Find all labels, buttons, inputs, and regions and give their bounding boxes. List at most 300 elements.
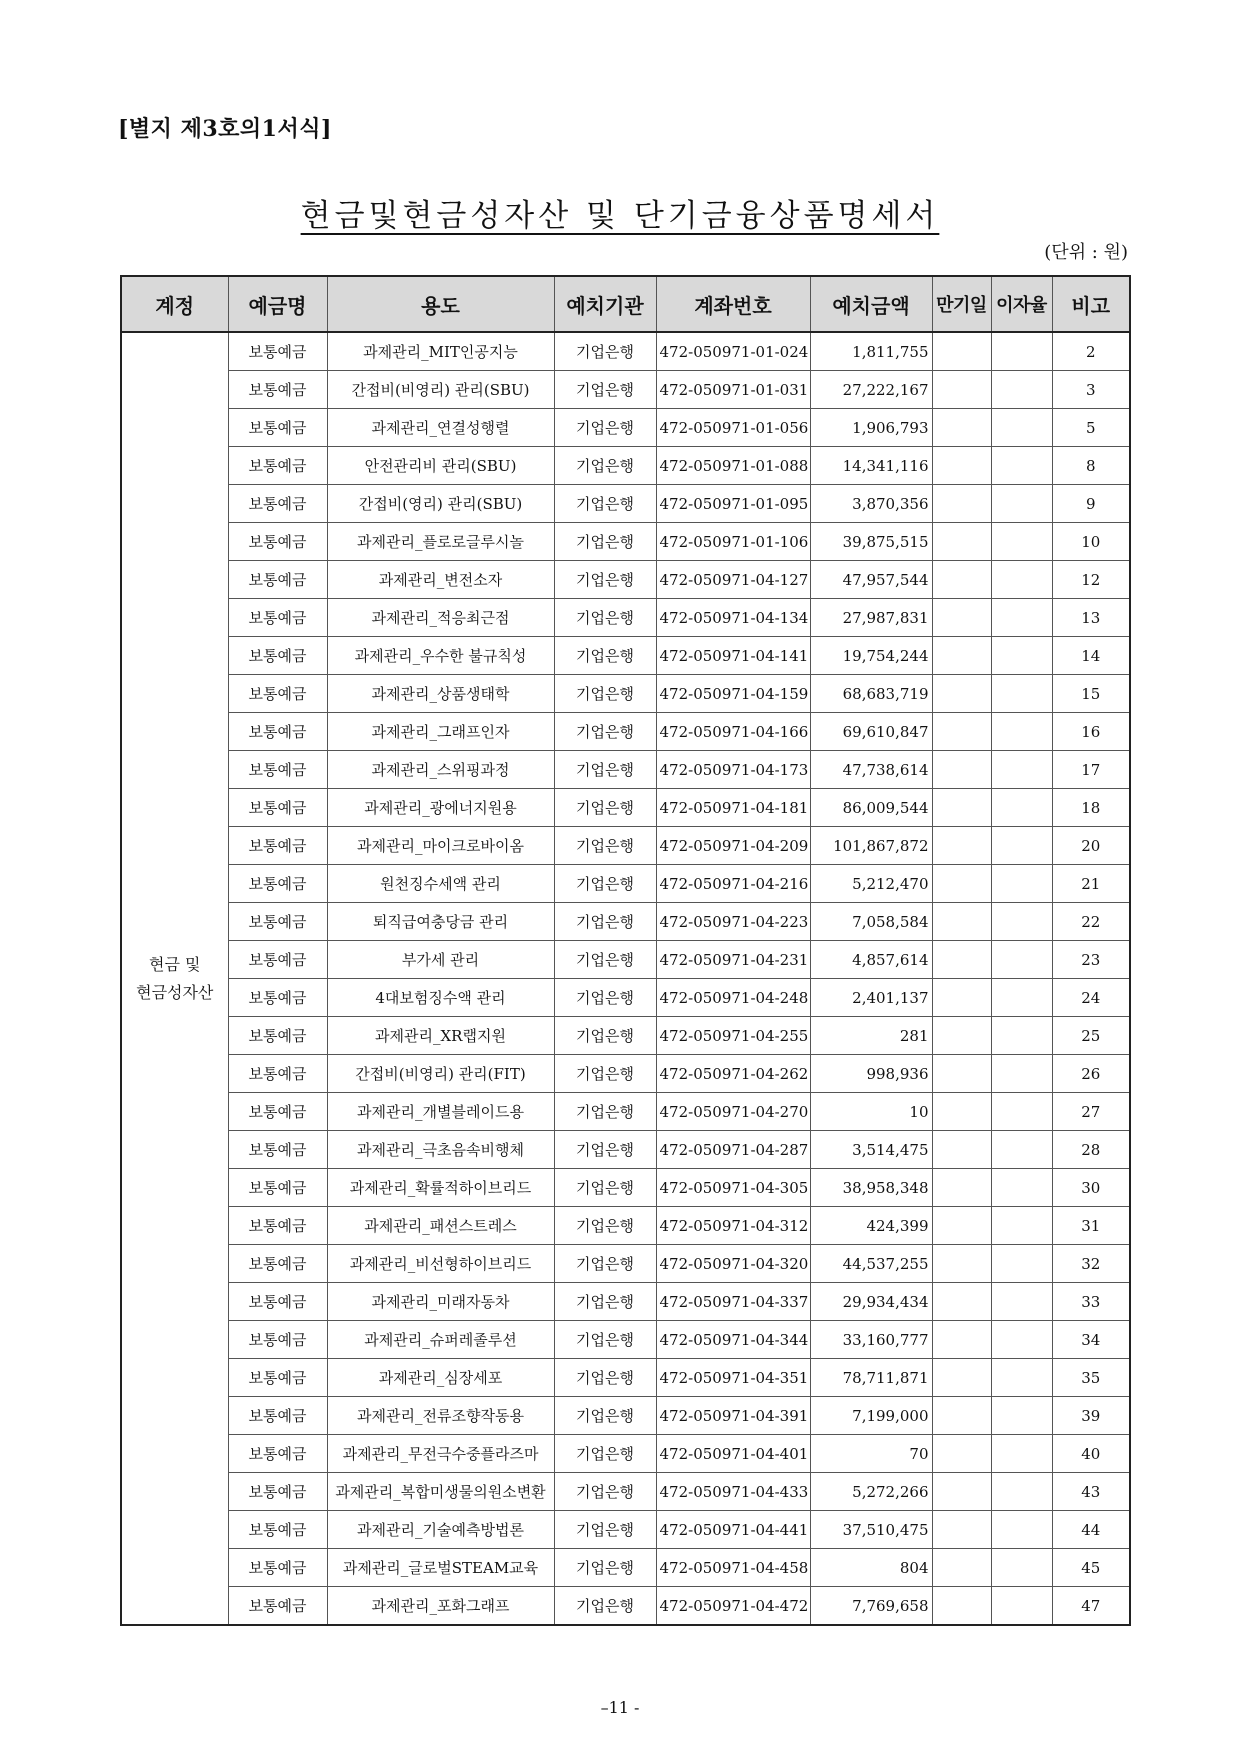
amount-cell: 1,906,793	[810, 409, 932, 447]
purpose-cell: 과제관리_상품생태학	[327, 675, 554, 713]
amount-cell: 33,160,777	[810, 1321, 932, 1359]
deposit-ledger-table	[120, 275, 1131, 1626]
purpose-cell: 과제관리_우수한 불규칙성	[327, 637, 554, 675]
bank-cell: 기업은행	[554, 409, 656, 447]
maturity-cell	[932, 1473, 991, 1511]
note-cell: 13	[1052, 599, 1130, 637]
amount-cell: 10	[810, 1093, 932, 1131]
purpose-cell: 과제관리_변전소자	[327, 561, 554, 599]
bank-cell: 기업은행	[554, 1131, 656, 1169]
deposit-name-cell: 보통예금	[228, 1435, 327, 1473]
amount-cell: 38,958,348	[810, 1169, 932, 1207]
table-row	[121, 941, 1130, 979]
maturity-cell	[932, 903, 991, 941]
note-cell: 14	[1052, 637, 1130, 675]
account-number-cell: 472-050971-01-095	[656, 485, 810, 523]
interest-rate-cell	[991, 332, 1052, 371]
header-purpose: 용도	[327, 276, 554, 332]
document-title-text: 현금및현금성자산 및 단기금융상품명세서	[300, 198, 940, 234]
interest-rate-cell	[991, 1321, 1052, 1359]
purpose-cell: 간접비(영리) 관리(SBU)	[327, 485, 554, 523]
note-cell: 26	[1052, 1055, 1130, 1093]
interest-rate-cell	[991, 675, 1052, 713]
maturity-cell	[932, 1549, 991, 1587]
purpose-cell: 과제관리_글로벌STEAM교육	[327, 1549, 554, 1587]
purpose-cell: 간접비(비영리) 관리(FIT)	[327, 1055, 554, 1093]
table-row	[121, 1511, 1130, 1549]
purpose-cell: 과제관리_전류조향작동용	[327, 1397, 554, 1435]
deposit-name-cell: 보통예금	[228, 903, 327, 941]
table-row	[121, 1283, 1130, 1321]
account-number-cell: 472-050971-01-088	[656, 447, 810, 485]
interest-rate-cell	[991, 447, 1052, 485]
note-cell: 23	[1052, 941, 1130, 979]
amount-cell: 3,870,356	[810, 485, 932, 523]
interest-rate-cell	[991, 1283, 1052, 1321]
table-row	[121, 523, 1130, 561]
deposit-name-cell: 보통예금	[228, 1017, 327, 1055]
bank-cell: 기업은행	[554, 827, 656, 865]
purpose-cell: 과제관리_스위핑과정	[327, 751, 554, 789]
amount-cell: 68,683,719	[810, 675, 932, 713]
header-account: 계정	[121, 276, 228, 332]
deposit-name-cell: 보통예금	[228, 979, 327, 1017]
table-row	[121, 1473, 1130, 1511]
bank-cell: 기업은행	[554, 675, 656, 713]
maturity-cell	[932, 1245, 991, 1283]
note-cell: 21	[1052, 865, 1130, 903]
bank-cell: 기업은행	[554, 865, 656, 903]
deposit-name-cell: 보통예금	[228, 751, 327, 789]
deposit-name-cell: 보통예금	[228, 523, 327, 561]
table-row	[121, 1397, 1130, 1435]
bank-cell: 기업은행	[554, 1397, 656, 1435]
table-row	[121, 599, 1130, 637]
bank-cell: 기업은행	[554, 1511, 656, 1549]
note-cell: 15	[1052, 675, 1130, 713]
interest-rate-cell	[991, 1207, 1052, 1245]
maturity-cell	[932, 1321, 991, 1359]
purpose-cell: 과제관리_적응최근점	[327, 599, 554, 637]
purpose-cell: 과제관리_극초음속비행체	[327, 1131, 554, 1169]
bank-cell: 기업은행	[554, 1435, 656, 1473]
bank-cell: 기업은행	[554, 332, 656, 371]
note-cell: 5	[1052, 409, 1130, 447]
header-account-number: 계좌번호	[656, 276, 810, 332]
interest-rate-cell	[991, 1435, 1052, 1473]
deposit-name-cell: 보통예금	[228, 1587, 327, 1626]
maturity-cell	[932, 1435, 991, 1473]
note-cell: 8	[1052, 447, 1130, 485]
note-cell: 33	[1052, 1283, 1130, 1321]
header-maturity: 만기일	[932, 276, 991, 332]
interest-rate-cell	[991, 713, 1052, 751]
page-number: –11 -	[600, 1698, 640, 1717]
account-number-cell: 472-050971-04-181	[656, 789, 810, 827]
account-number-cell: 472-050971-04-320	[656, 1245, 810, 1283]
note-cell: 39	[1052, 1397, 1130, 1435]
amount-cell: 5,212,470	[810, 865, 932, 903]
maturity-cell	[932, 1017, 991, 1055]
table-row	[121, 751, 1130, 789]
maturity-cell	[932, 447, 991, 485]
account-number-cell: 472-050971-04-134	[656, 599, 810, 637]
interest-rate-cell	[991, 599, 1052, 637]
deposit-name-cell: 보통예금	[228, 371, 327, 409]
bank-cell: 기업은행	[554, 979, 656, 1017]
table-row	[121, 1587, 1130, 1626]
account-number-cell: 472-050971-04-458	[656, 1549, 810, 1587]
bank-cell: 기업은행	[554, 1245, 656, 1283]
account-number-cell: 472-050971-04-391	[656, 1397, 810, 1435]
deposit-name-cell: 보통예금	[228, 1549, 327, 1587]
account-number-cell: 472-050971-04-337	[656, 1283, 810, 1321]
table-row	[121, 561, 1130, 599]
maturity-cell	[932, 332, 991, 371]
note-cell: 27	[1052, 1093, 1130, 1131]
maturity-cell	[932, 1207, 991, 1245]
purpose-cell: 과제관리_비선형하이브리드	[327, 1245, 554, 1283]
amount-cell: 5,272,266	[810, 1473, 932, 1511]
purpose-cell: 과제관리_MIT인공지능	[327, 332, 554, 371]
amount-cell: 47,957,544	[810, 561, 932, 599]
interest-rate-cell	[991, 903, 1052, 941]
interest-rate-cell	[991, 941, 1052, 979]
interest-rate-cell	[991, 485, 1052, 523]
deposit-name-cell: 보통예금	[228, 789, 327, 827]
deposit-name-cell: 보통예금	[228, 599, 327, 637]
purpose-cell: 원천징수세액 관리	[327, 865, 554, 903]
maturity-cell	[932, 979, 991, 1017]
account-category-line1: 현금 및	[149, 954, 201, 974]
note-cell: 30	[1052, 1169, 1130, 1207]
purpose-cell: 과제관리_슈퍼레졸루션	[327, 1321, 554, 1359]
account-number-cell: 472-050971-04-216	[656, 865, 810, 903]
bank-cell: 기업은행	[554, 1321, 656, 1359]
maturity-cell	[932, 371, 991, 409]
table-row	[121, 447, 1130, 485]
account-number-cell: 472-050971-04-127	[656, 561, 810, 599]
account-number-cell: 472-050971-04-173	[656, 751, 810, 789]
interest-rate-cell	[991, 1511, 1052, 1549]
maturity-cell	[932, 675, 991, 713]
amount-cell: 78,711,871	[810, 1359, 932, 1397]
amount-cell: 7,199,000	[810, 1397, 932, 1435]
amount-cell: 19,754,244	[810, 637, 932, 675]
amount-cell: 3,514,475	[810, 1131, 932, 1169]
maturity-cell	[932, 1055, 991, 1093]
interest-rate-cell	[991, 979, 1052, 1017]
account-number-cell: 472-050971-04-209	[656, 827, 810, 865]
bank-cell: 기업은행	[554, 1169, 656, 1207]
account-number-cell: 472-050971-04-441	[656, 1511, 810, 1549]
amount-cell: 14,341,116	[810, 447, 932, 485]
maturity-cell	[932, 827, 991, 865]
bank-cell: 기업은행	[554, 1283, 656, 1321]
amount-cell: 44,537,255	[810, 1245, 932, 1283]
purpose-cell: 과제관리_연결성행렬	[327, 409, 554, 447]
interest-rate-cell	[991, 1017, 1052, 1055]
bank-cell: 기업은행	[554, 599, 656, 637]
interest-rate-cell	[991, 751, 1052, 789]
table-row	[121, 485, 1130, 523]
purpose-cell: 과제관리_XR랩지원	[327, 1017, 554, 1055]
bank-cell: 기업은행	[554, 789, 656, 827]
maturity-cell	[932, 865, 991, 903]
note-cell: 24	[1052, 979, 1130, 1017]
amount-cell: 39,875,515	[810, 523, 932, 561]
maturity-cell	[932, 941, 991, 979]
amount-cell: 69,610,847	[810, 713, 932, 751]
deposit-name-cell: 보통예금	[228, 409, 327, 447]
account-number-cell: 472-050971-04-344	[656, 1321, 810, 1359]
interest-rate-cell	[991, 371, 1052, 409]
note-cell: 40	[1052, 1435, 1130, 1473]
table-row	[121, 789, 1130, 827]
header-bank: 예치기관	[554, 276, 656, 332]
account-number-cell: 472-050971-04-472	[656, 1587, 810, 1626]
amount-cell: 424,399	[810, 1207, 932, 1245]
table-row	[121, 865, 1130, 903]
table-row	[121, 1321, 1130, 1359]
maturity-cell	[932, 523, 991, 561]
account-number-cell: 472-050971-04-255	[656, 1017, 810, 1055]
maturity-cell	[932, 1093, 991, 1131]
interest-rate-cell	[991, 523, 1052, 561]
table-row	[121, 1435, 1130, 1473]
deposit-name-cell: 보통예금	[228, 827, 327, 865]
note-cell: 9	[1052, 485, 1130, 523]
amount-cell: 998,936	[810, 1055, 932, 1093]
interest-rate-cell	[991, 865, 1052, 903]
table-row	[121, 1017, 1130, 1055]
note-cell: 22	[1052, 903, 1130, 941]
maturity-cell	[932, 789, 991, 827]
bank-cell: 기업은행	[554, 1055, 656, 1093]
header-amount: 예치금액	[810, 276, 932, 332]
purpose-cell: 4대보험징수액 관리	[327, 979, 554, 1017]
table-row	[121, 979, 1130, 1017]
bank-cell: 기업은행	[554, 1093, 656, 1131]
note-cell: 25	[1052, 1017, 1130, 1055]
note-cell: 43	[1052, 1473, 1130, 1511]
account-number-cell: 472-050971-04-287	[656, 1131, 810, 1169]
deposit-name-cell: 보통예금	[228, 1359, 327, 1397]
maturity-cell	[932, 1283, 991, 1321]
deposit-name-cell: 보통예금	[228, 1207, 327, 1245]
table-row	[121, 637, 1130, 675]
maturity-cell	[932, 1169, 991, 1207]
amount-cell: 29,934,434	[810, 1283, 932, 1321]
maturity-cell	[932, 1359, 991, 1397]
interest-rate-cell	[991, 1169, 1052, 1207]
note-cell: 28	[1052, 1131, 1130, 1169]
interest-rate-cell	[991, 1587, 1052, 1626]
amount-cell: 47,738,614	[810, 751, 932, 789]
deposit-name-cell: 보통예금	[228, 1511, 327, 1549]
table-row	[121, 1245, 1130, 1283]
account-number-cell: 472-050971-04-159	[656, 675, 810, 713]
bank-cell: 기업은행	[554, 371, 656, 409]
account-number-cell: 472-050971-04-223	[656, 903, 810, 941]
account-number-cell: 472-050971-04-305	[656, 1169, 810, 1207]
table-row	[121, 1131, 1130, 1169]
deposit-name-cell: 보통예금	[228, 865, 327, 903]
account-number-cell: 472-050971-01-024	[656, 332, 810, 371]
purpose-cell: 과제관리_기술예측방법론	[327, 1511, 554, 1549]
amount-cell: 101,867,872	[810, 827, 932, 865]
interest-rate-cell	[991, 1093, 1052, 1131]
table-row	[121, 713, 1130, 751]
purpose-cell: 과제관리_심장세포	[327, 1359, 554, 1397]
bank-cell: 기업은행	[554, 523, 656, 561]
table-row	[121, 675, 1130, 713]
deposit-name-cell: 보통예금	[228, 447, 327, 485]
account-number-cell: 472-050971-04-401	[656, 1435, 810, 1473]
table-row	[121, 1359, 1130, 1397]
deposit-name-cell: 보통예금	[228, 713, 327, 751]
bank-cell: 기업은행	[554, 941, 656, 979]
table-row	[121, 1093, 1130, 1131]
purpose-cell: 과제관리_미래자동차	[327, 1283, 554, 1321]
deposit-name-cell: 보통예금	[228, 1169, 327, 1207]
document-title	[0, 190, 1240, 235]
note-cell: 2	[1052, 332, 1130, 371]
table-row	[121, 1549, 1130, 1587]
deposit-name-cell: 보통예금	[228, 485, 327, 523]
interest-rate-cell	[991, 1549, 1052, 1587]
amount-cell: 27,222,167	[810, 371, 932, 409]
deposit-name-cell: 보통예금	[228, 1283, 327, 1321]
interest-rate-cell	[991, 789, 1052, 827]
purpose-cell: 과제관리_그래프인자	[327, 713, 554, 751]
deposit-name-cell: 보통예금	[228, 675, 327, 713]
interest-rate-cell	[991, 409, 1052, 447]
note-cell: 32	[1052, 1245, 1130, 1283]
purpose-cell: 퇴직급여충당금 관리	[327, 903, 554, 941]
interest-rate-cell	[991, 1397, 1052, 1435]
maturity-cell	[932, 561, 991, 599]
form-label: [별지 제3호의1서식]	[118, 116, 332, 142]
note-cell: 18	[1052, 789, 1130, 827]
interest-rate-cell	[991, 1055, 1052, 1093]
table-row	[121, 1207, 1130, 1245]
header-interest-rate: 이자율	[991, 276, 1052, 332]
amount-cell: 7,058,584	[810, 903, 932, 941]
interest-rate-cell	[991, 1245, 1052, 1283]
note-cell: 16	[1052, 713, 1130, 751]
bank-cell: 기업은행	[554, 1017, 656, 1055]
bank-cell: 기업은행	[554, 1359, 656, 1397]
purpose-cell: 과제관리_플로로글루시놀	[327, 523, 554, 561]
maturity-cell	[932, 485, 991, 523]
deposit-name-cell: 보통예금	[228, 1055, 327, 1093]
purpose-cell: 과제관리_개별블레이드용	[327, 1093, 554, 1131]
maturity-cell	[932, 1511, 991, 1549]
purpose-cell: 과제관리_복합미생물의원소변환	[327, 1473, 554, 1511]
note-cell: 3	[1052, 371, 1130, 409]
table-row	[121, 409, 1130, 447]
deposit-name-cell: 보통예금	[228, 561, 327, 599]
bank-cell: 기업은행	[554, 1473, 656, 1511]
amount-cell: 86,009,544	[810, 789, 932, 827]
amount-cell: 281	[810, 1017, 932, 1055]
table-row	[121, 1055, 1130, 1093]
bank-cell: 기업은행	[554, 1587, 656, 1626]
bank-cell: 기업은행	[554, 1207, 656, 1245]
deposit-name-cell: 보통예금	[228, 332, 327, 371]
note-cell: 20	[1052, 827, 1130, 865]
maturity-cell	[932, 1397, 991, 1435]
account-number-cell: 472-050971-04-166	[656, 713, 810, 751]
unit-note: (단위 : 원)	[1044, 242, 1128, 263]
table-row	[121, 371, 1130, 409]
amount-cell: 70	[810, 1435, 932, 1473]
bank-cell: 기업은행	[554, 561, 656, 599]
note-cell: 12	[1052, 561, 1130, 599]
account-number-cell: 472-050971-04-141	[656, 637, 810, 675]
purpose-cell: 과제관리_포화그래프	[327, 1587, 554, 1626]
header-note: 비고	[1052, 276, 1130, 332]
table-row	[121, 1169, 1130, 1207]
note-cell: 47	[1052, 1587, 1130, 1626]
deposit-name-cell: 보통예금	[228, 1131, 327, 1169]
note-cell: 44	[1052, 1511, 1130, 1549]
note-cell: 34	[1052, 1321, 1130, 1359]
maturity-cell	[932, 1131, 991, 1169]
bank-cell: 기업은행	[554, 637, 656, 675]
account-number-cell: 472-050971-04-270	[656, 1093, 810, 1131]
table-row	[121, 827, 1130, 865]
purpose-cell: 과제관리_마이크로바이옴	[327, 827, 554, 865]
amount-cell: 7,769,658	[810, 1587, 932, 1626]
interest-rate-cell	[991, 827, 1052, 865]
bank-cell: 기업은행	[554, 1549, 656, 1587]
amount-cell: 2,401,137	[810, 979, 932, 1017]
bank-cell: 기업은행	[554, 485, 656, 523]
purpose-cell: 과제관리_확률적하이브리드	[327, 1169, 554, 1207]
account-number-cell: 472-050971-04-433	[656, 1473, 810, 1511]
amount-cell: 804	[810, 1549, 932, 1587]
purpose-cell: 과제관리_무전극수중플라즈마	[327, 1435, 554, 1473]
bank-cell: 기업은행	[554, 903, 656, 941]
account-number-cell: 472-050971-01-106	[656, 523, 810, 561]
table-body	[121, 332, 1130, 1625]
account-number-cell: 472-050971-04-231	[656, 941, 810, 979]
purpose-cell: 안전관리비 관리(SBU)	[327, 447, 554, 485]
maturity-cell	[932, 1587, 991, 1626]
note-cell: 10	[1052, 523, 1130, 561]
purpose-cell: 과제관리_패션스트레스	[327, 1207, 554, 1245]
deposit-name-cell: 보통예금	[228, 1397, 327, 1435]
interest-rate-cell	[991, 561, 1052, 599]
account-category-cell	[121, 332, 228, 1625]
account-number-cell: 472-050971-04-312	[656, 1207, 810, 1245]
amount-cell: 27,987,831	[810, 599, 932, 637]
deposit-name-cell: 보통예금	[228, 637, 327, 675]
bank-cell: 기업은행	[554, 713, 656, 751]
maturity-cell	[932, 751, 991, 789]
bank-cell: 기업은행	[554, 751, 656, 789]
account-number-cell: 472-050971-04-351	[656, 1359, 810, 1397]
amount-cell: 4,857,614	[810, 941, 932, 979]
purpose-cell: 간접비(비영리) 관리(SBU)	[327, 371, 554, 409]
account-number-cell: 472-050971-04-248	[656, 979, 810, 1017]
amount-cell: 1,811,755	[810, 332, 932, 371]
deposit-name-cell: 보통예금	[228, 941, 327, 979]
purpose-cell: 과제관리_광에너지원용	[327, 789, 554, 827]
deposit-name-cell: 보통예금	[228, 1321, 327, 1359]
